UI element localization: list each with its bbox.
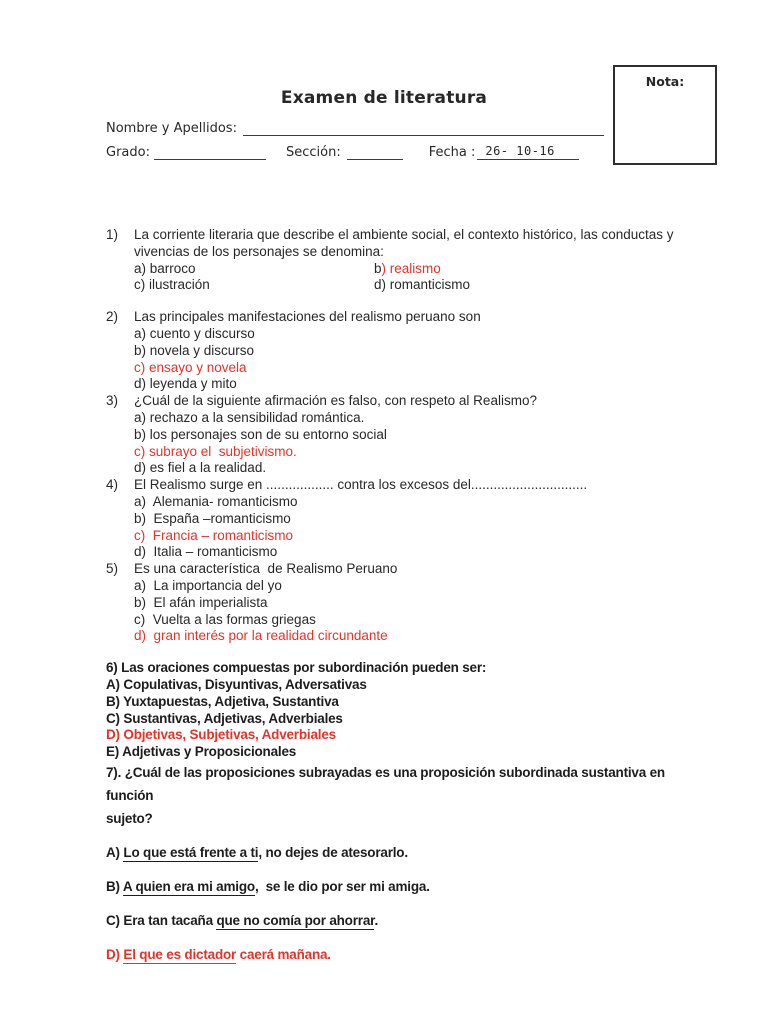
question-stem-line: La corriente literaria que describe el ambiente social, el contexto histórico, las conductas y [134, 227, 674, 242]
answer-key-text: c) ensayo y novela [134, 359, 247, 375]
answer-option [374, 277, 698, 294]
answer-option-text: Lo que está frente a ti [123, 844, 259, 860]
question-stem-line: vivencias de los personajes se denomina: [134, 243, 384, 259]
question-1 [106, 227, 698, 294]
answer-option [134, 360, 698, 377]
question-stem-line: ¿Cuál de la siguiente afirmación es falso, con respeto al Realismo? [134, 393, 537, 409]
options-group [106, 844, 698, 963]
answer-option-text: C) Era tan tacaña [106, 912, 217, 928]
question-stem-line: Es una característica de Realismo Peruano [134, 561, 398, 577]
answer-option-text: A quien era mi amigo [122, 878, 255, 894]
answer-key-text: caerá mañana. [236, 946, 331, 962]
answer-option [106, 694, 698, 711]
question-body [134, 561, 698, 645]
question-body [134, 227, 698, 294]
grade-score-label: Nota: [645, 74, 685, 89]
answer-option [106, 677, 698, 694]
question-stem-line: sujeto? [106, 810, 153, 826]
answer-option [134, 595, 698, 612]
answer-option-text: d) Italia – romanticismo [134, 544, 278, 560]
options-group [134, 410, 698, 477]
answer-option [106, 711, 698, 728]
answer-key-text: d) gran interés por la realidad circundante [134, 628, 388, 644]
question-stem-line: 6) Las oraciones compuestas por subordinación pueden ser: [106, 660, 487, 676]
question-body [106, 660, 698, 761]
answer-option-text: . [374, 912, 379, 928]
grade-label: Grado: [106, 145, 150, 160]
answer-option [134, 261, 374, 278]
question-5 [106, 561, 698, 645]
answer-option [134, 628, 698, 645]
question-stem-line: El Realismo surge en .................. contra los excesos del............................... [134, 477, 588, 493]
answer-option [134, 376, 698, 393]
answer-option [134, 511, 698, 528]
name-label: Nombre y Apellidos: [106, 121, 237, 136]
answer-option [134, 544, 698, 561]
answer-option [134, 494, 698, 511]
date-label: Fecha : [428, 145, 476, 160]
answer-option-text: a) rechazo a la sensibilidad romántica. [134, 409, 365, 425]
question-number: 3) [106, 393, 119, 409]
question-2 [106, 309, 698, 393]
answer-option-text: c) ilustración [134, 277, 210, 293]
answer-option-text: , no dejes de atesorarlo. [258, 844, 408, 860]
question-number: 5) [106, 561, 119, 577]
question-body [134, 309, 698, 393]
questions-list [106, 227, 698, 963]
section-blank-line [347, 144, 403, 160]
answer-option-text: b [374, 260, 382, 276]
date-value: 26- 10-16 [485, 144, 555, 158]
question-stem [134, 227, 698, 261]
question-stem [134, 561, 698, 578]
question-stem [134, 393, 698, 410]
question-stem-line: 7). ¿Cuál de las proposiciones subrayadas es una proposición subordinada sustantiva en función [106, 764, 669, 803]
answer-option [134, 427, 698, 444]
answer-key-text: D) Objetivas, Subjetivas, Adverbiales [106, 727, 336, 743]
answer-option [134, 444, 698, 461]
answer-option-text: A) [106, 844, 124, 860]
answer-option [106, 727, 698, 744]
answer-option-text: c) Vuelta a las formas griegas [134, 611, 316, 627]
grade-score-box [613, 65, 717, 165]
options-group [134, 261, 698, 295]
answer-option [106, 844, 698, 861]
question-number: 1) [106, 227, 119, 242]
question-stem [134, 309, 698, 326]
answer-option-text: b) novela y discurso [134, 342, 255, 358]
question-stem [106, 660, 698, 677]
answer-option-text: A) Copulativas, Disyuntivas, Adversativas [106, 676, 367, 692]
options-group [134, 578, 698, 645]
answer-option-text: B) Yuxtapuestas, Adjetiva, Sustantiva [106, 693, 339, 709]
answer-option [134, 343, 698, 360]
answer-key-text: ) realismo [381, 260, 441, 276]
grade-blank-line [154, 144, 266, 160]
name-blank-line [243, 120, 604, 136]
answer-key-text: El que es dictador [123, 946, 237, 962]
question-7 [106, 761, 698, 963]
answer-key-text: c) subrayo el subjetivismo. [134, 443, 297, 459]
answer-option [374, 261, 698, 278]
question-stem [134, 477, 698, 494]
answer-option-text: b) los personajes son de su entorno social [134, 426, 387, 442]
answer-option [106, 912, 698, 929]
grade-section-date-row [106, 144, 586, 160]
options-group [134, 326, 698, 393]
section-label: Sección: [285, 145, 341, 160]
answer-option [106, 878, 698, 895]
date-blank-line [477, 144, 579, 160]
question-3 [106, 393, 698, 477]
question-6 [106, 660, 698, 761]
answer-option [134, 326, 698, 343]
question-number: 2) [106, 309, 119, 325]
answer-option [106, 946, 698, 963]
answer-option-text: d) romanticismo [374, 277, 471, 293]
answer-option-text: b) El afán imperialista [134, 594, 268, 610]
question-number: 4) [106, 477, 119, 493]
answer-option [134, 578, 698, 595]
answer-option [134, 410, 698, 427]
answer-option-text: E) Adjetivas y Proposicionales [106, 744, 297, 760]
answer-option-text: b) España –romanticismo [134, 510, 291, 526]
answer-option-text: , se le dio por ser mi amiga. [254, 878, 430, 894]
page-title: Examen de literatura [280, 88, 488, 108]
question-body [134, 393, 698, 477]
question-body [134, 477, 698, 561]
answer-option-text: que no comía por ahorrar [216, 912, 375, 928]
answer-option [134, 460, 698, 477]
options-group [106, 677, 698, 761]
question-body [106, 761, 698, 963]
answer-option [134, 612, 698, 629]
answer-option-text: a) Alemania- romanticismo [134, 493, 298, 509]
answer-option-text: C) Sustantivas, Adjetivas, Adverbiales [106, 710, 343, 726]
answer-option [134, 528, 698, 545]
answer-option-text: a) cuento y discurso [134, 325, 255, 341]
name-field-row [106, 120, 604, 136]
options-group [134, 494, 698, 561]
answer-option-text: d) leyenda y mito [134, 376, 237, 392]
question-4 [106, 477, 698, 561]
question-stem-line: Las principales manifestaciones del realismo peruano son [134, 309, 481, 325]
question-stem [106, 761, 698, 830]
answer-option-text: B) [106, 878, 123, 894]
answer-option [134, 277, 374, 294]
answer-option-text: d) es fiel a la realidad. [134, 460, 267, 476]
answer-option [106, 744, 698, 761]
answer-option-text: a) barroco [134, 260, 196, 276]
answer-key-text: D) [106, 946, 124, 962]
answer-key-text: c) Francia – romanticismo [134, 527, 294, 543]
answer-option-text: a) La importancia del yo [134, 577, 282, 593]
